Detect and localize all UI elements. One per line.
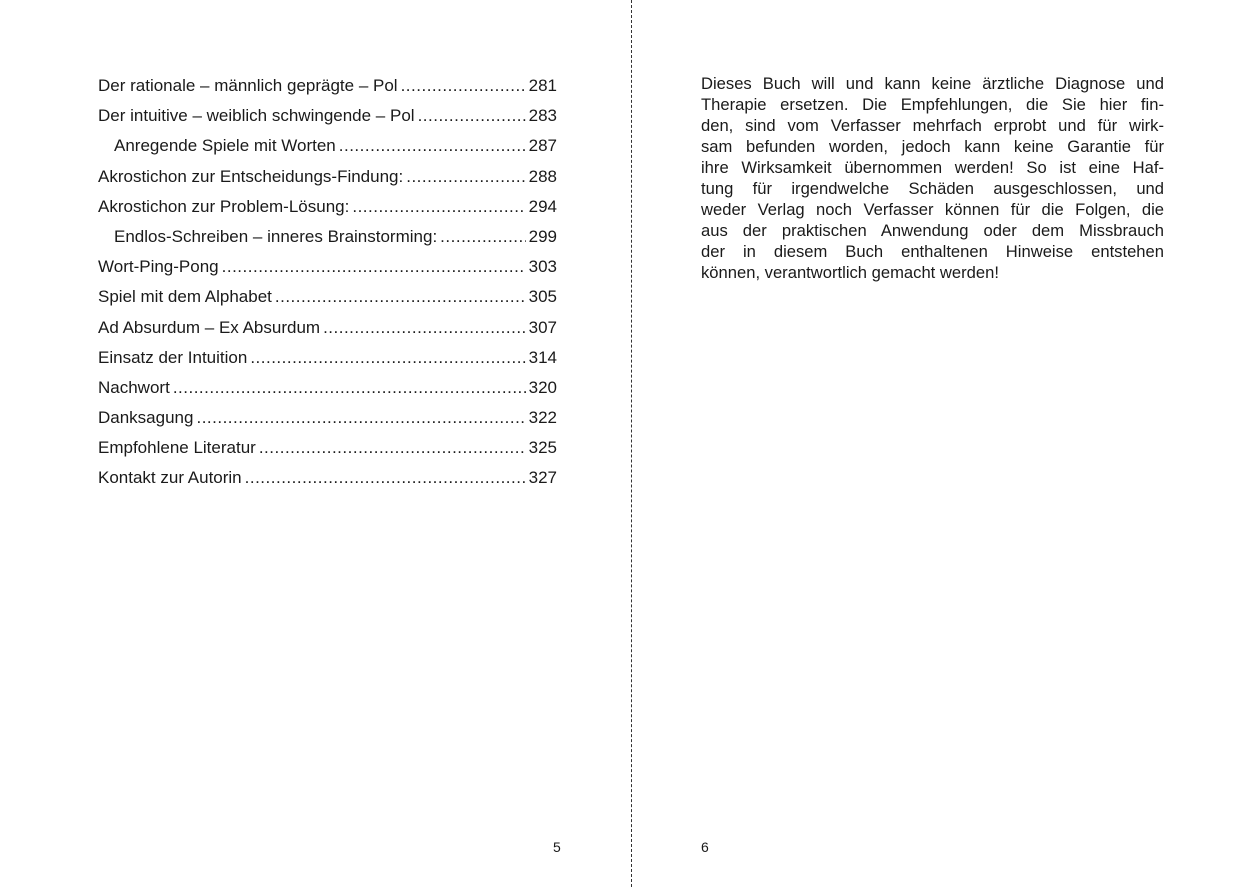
toc-leader-dots [275,282,526,312]
toc-entry [98,433,557,463]
toc-leader-dots [418,101,526,131]
toc-entry-title: Spiel mit dem Alphabet [98,287,272,307]
toc-entry-page: 288 [528,166,557,186]
toc-entry-title: Einsatz der Intuition [98,347,248,367]
toc-entry-page: 327 [528,468,557,488]
toc-leader-dots [352,192,526,222]
toc-entry-title: Anregende Spiele mit Worten [114,136,336,156]
toc-entry-title: Akrostichon zur Problem-Lösung: [98,196,350,216]
toc-entry-page: 322 [528,408,557,428]
toc-entry [98,222,557,252]
toc-entry-page: 283 [528,106,557,126]
toc-entry-page: 287 [528,136,557,156]
toc-entry-page: 294 [528,196,557,216]
toc-entry [98,192,557,222]
toc-leader-dots [245,463,526,493]
toc-entry [98,403,557,433]
toc-entry-title: Akrostichon zur Entscheidungs-Findung: [98,166,404,186]
toc-entry [98,71,557,101]
toc-entry-page: 303 [528,257,557,277]
disclaimer-line: können, verantwortlich gemacht werden! [701,263,999,282]
disclaimer-line: Dieses Buch will und kann keine ärztliche Diagnose und [701,74,1164,93]
toc-leader-dots [259,433,526,463]
toc-entry-page: 305 [528,287,557,307]
toc-leader-dots [406,162,526,192]
toc-entry [98,162,557,192]
toc-entry-title: Wort-Ping-Pong [98,257,219,277]
toc-leader-dots [401,71,526,101]
toc-entry-title: Der intuitive – weiblich schwingende – Pol [98,106,415,126]
toc-leader-dots [250,343,526,373]
toc-leader-dots [440,222,526,252]
disclaimer-line: Therapie ersetzen. Die Empfehlungen, die Sie hier fin- [701,95,1164,114]
toc-entry-title: Kontakt zur Autorin [98,468,242,488]
disclaimer-line: den, sind vom Verfasser mehrfach erprobt und für wirk- [701,116,1164,135]
toc-entry [98,463,557,493]
disclaimer-line: ihre Wirksamkeit übernommen werden! So ist eine Haf- [701,158,1164,177]
toc-entry [98,131,557,161]
toc-entry-page: 307 [528,317,557,337]
table-of-contents [98,71,557,494]
toc-entry [98,282,557,312]
page-number-left: 5 [553,839,561,855]
toc-entry [98,373,557,403]
disclaimer-line: aus der praktischen Anwendung oder dem Missbrauch [701,221,1164,240]
toc-entry-title: Empfohlene Literatur [98,438,256,458]
disclaimer-line: der in diesem Buch enthaltenen Hinweise entstehen [701,242,1164,261]
toc-entry [98,343,557,373]
disclaimer-line: sam befunden worden, jedoch kann keine Garantie für [701,137,1164,156]
toc-leader-dots [323,313,526,343]
toc-entry [98,252,557,282]
toc-entry-title: Nachwort [98,377,170,397]
toc-entry-page: 299 [528,226,557,246]
page-number-right: 6 [701,839,709,855]
disclaimer-line: tung für irgendwelche Schäden ausgeschlossen, und [701,179,1164,198]
right-page [632,0,1257,887]
toc-entry-page: 320 [528,377,557,397]
toc-entry-title: Ad Absurdum – Ex Absurdum [98,317,321,337]
toc-entry-title: Endlos-Schreiben – inneres Brainstorming: [114,226,438,246]
toc-leader-dots [339,131,526,161]
toc-entry [98,313,557,343]
toc-entry-page: 314 [528,347,557,367]
toc-leader-dots [196,403,526,433]
toc-entry-page: 281 [528,76,557,95]
toc-entry [98,101,557,131]
toc-entry-page: 325 [528,438,557,458]
toc-leader-dots [222,252,526,282]
toc-leader-dots [173,373,526,403]
disclaimer-line: weder Verlag noch Verfasser können für die Folgen, die [701,200,1164,219]
toc-entry-title: Der rationale – männlich geprägte – Pol [98,76,398,95]
disclaimer-paragraph [701,73,1164,283]
toc-entry-title: Danksagung [98,408,194,428]
